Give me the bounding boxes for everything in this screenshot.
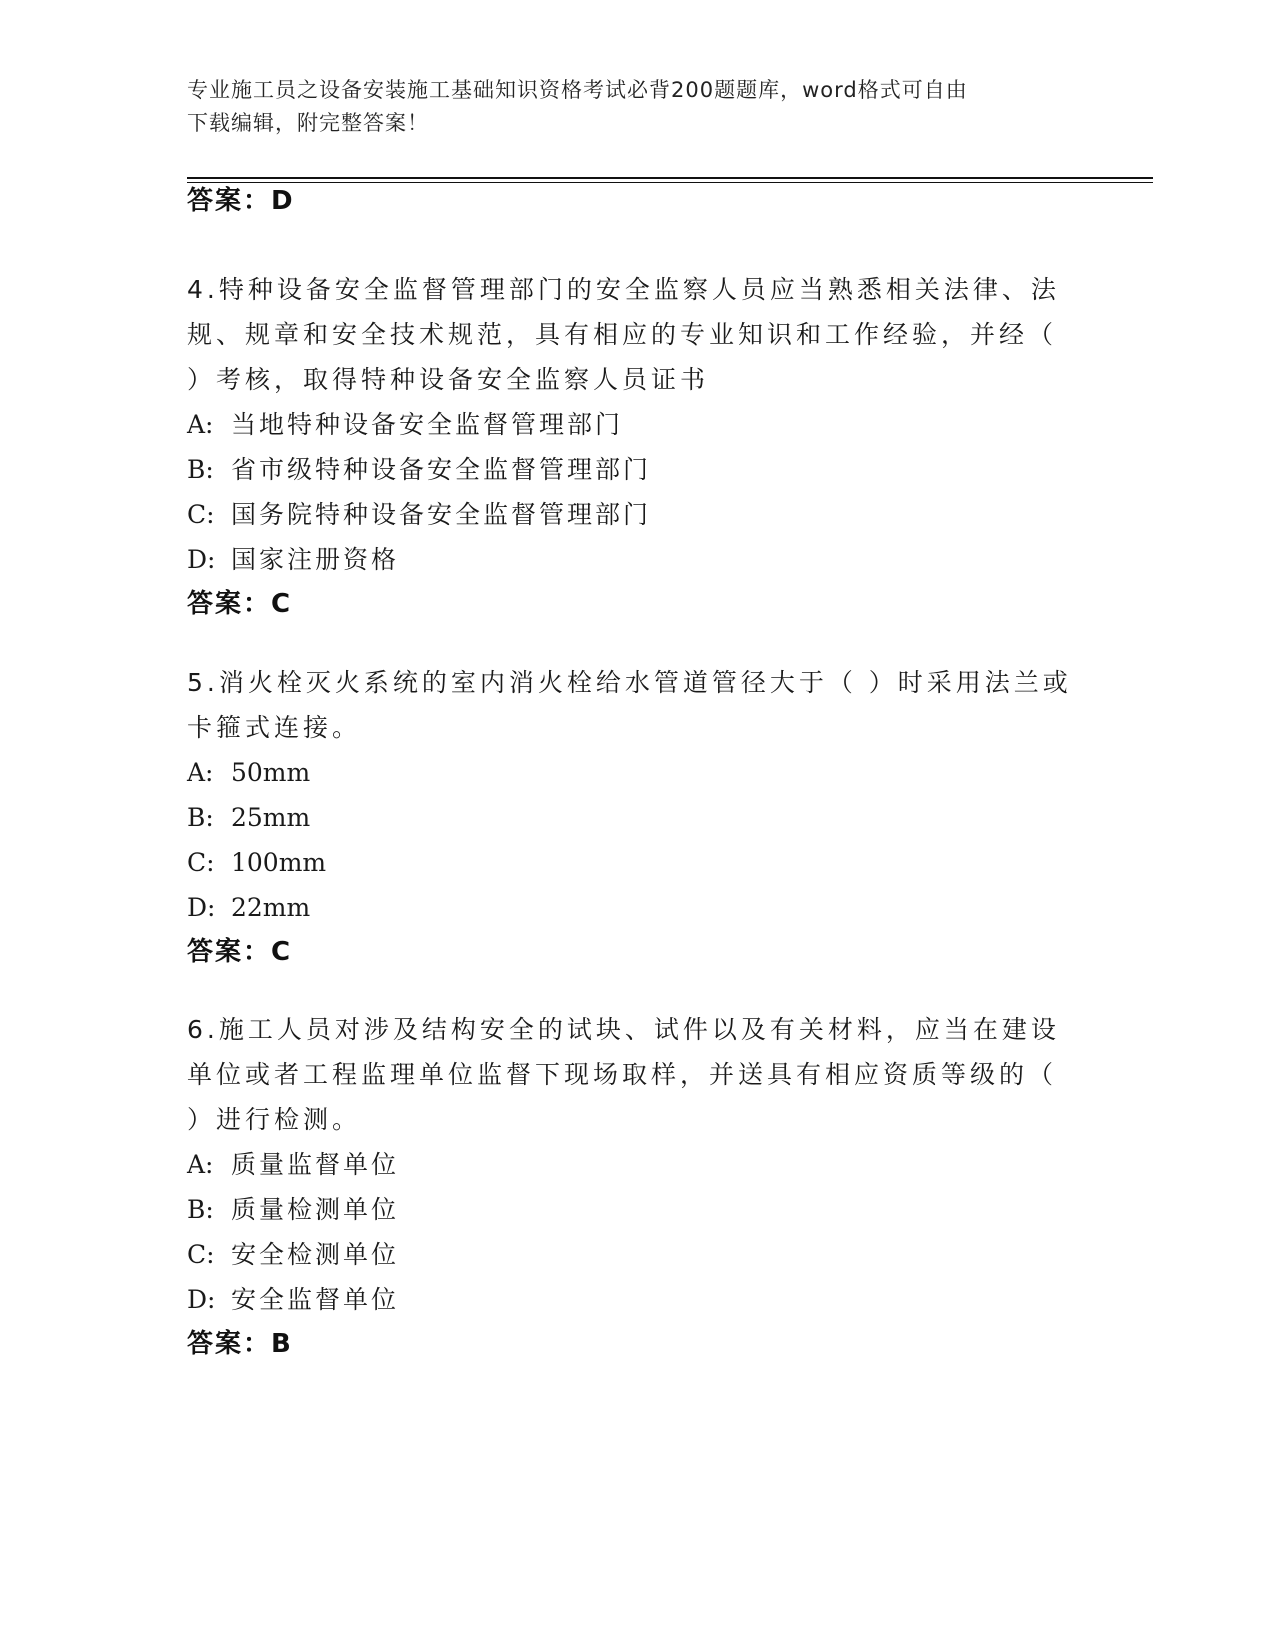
header-line-2: 下载编辑，附完整答案！ [187, 111, 429, 135]
option-text: 100mm [231, 848, 327, 877]
option-d [187, 1277, 1087, 1322]
option-text: 质量监督单位 [231, 1150, 400, 1179]
answer-label: 答案：C [187, 937, 293, 967]
option-text: 国务院特种设备安全监督管理部门 [231, 500, 652, 529]
option-text: 质量检测单位 [231, 1195, 400, 1224]
option-text: 50mm [231, 758, 311, 787]
option-text: 22mm [231, 893, 311, 922]
option-b [187, 795, 1087, 840]
option-text: 省市级特种设备安全监督管理部门 [231, 455, 652, 484]
header-line-1: 专业施工员之设备安装施工基础知识资格考试必背200题题库，word格式可自由 [187, 78, 968, 102]
option-b [187, 447, 1087, 492]
option-a [187, 402, 1087, 447]
question-4 [187, 267, 1087, 627]
question-text-line: 卡箍式连接。 [187, 713, 362, 742]
option-d [187, 885, 1087, 930]
option-key: D: [187, 893, 216, 922]
option-key: B: [187, 455, 214, 484]
option-d [187, 537, 1087, 582]
option-key: C: [187, 500, 215, 529]
option-key: A: [187, 1150, 214, 1179]
question-6 [187, 1007, 1087, 1367]
option-text: 国家注册资格 [231, 545, 400, 574]
answer-label: 答案：D [187, 186, 295, 216]
option-text: 当地特种设备安全监督管理部门 [231, 410, 624, 439]
question-text-line: 单位或者工程监理单位监督下现场取样，并送具有相应资质等级的（ [187, 1060, 1058, 1089]
question-text-line: 5.消火栓灭火系统的室内消火栓给水管道管径大于（ ）时采用法兰或 [187, 668, 1072, 697]
question-5 [187, 660, 1087, 975]
option-text: 25mm [231, 803, 311, 832]
option-key: B: [187, 803, 214, 832]
document-header [187, 74, 1087, 140]
option-text: 安全监督单位 [231, 1285, 400, 1314]
question-text-line: 规、规章和安全技术规范，具有相应的专业知识和工作经验，并经（ [187, 320, 1058, 349]
option-key: C: [187, 848, 215, 877]
option-c [187, 840, 1087, 885]
previous-answer-block [187, 179, 1087, 224]
option-a [187, 1142, 1087, 1187]
option-key: D: [187, 1285, 216, 1314]
option-key: B: [187, 1195, 214, 1224]
question-text-line: ）考核，取得特种设备安全监察人员证书 [187, 365, 710, 394]
answer-label: 答案：C [187, 589, 293, 619]
option-key: D: [187, 545, 216, 574]
question-text-line: ）进行检测。 [187, 1105, 362, 1134]
option-key: A: [187, 410, 214, 439]
option-text: 安全检测单位 [231, 1240, 400, 1269]
answer-label: 答案：B [187, 1329, 293, 1359]
option-key: A: [187, 758, 214, 787]
option-key: C: [187, 1240, 215, 1269]
option-b [187, 1187, 1087, 1232]
question-text-line: 6.施工人员对涉及结构安全的试块、试件以及有关材料，应当在建设 [187, 1015, 1060, 1044]
question-text-line: 4.特种设备安全监督管理部门的安全监察人员应当熟悉相关法律、法 [187, 275, 1060, 304]
option-a [187, 750, 1087, 795]
option-c [187, 1232, 1087, 1277]
option-c [187, 492, 1087, 537]
